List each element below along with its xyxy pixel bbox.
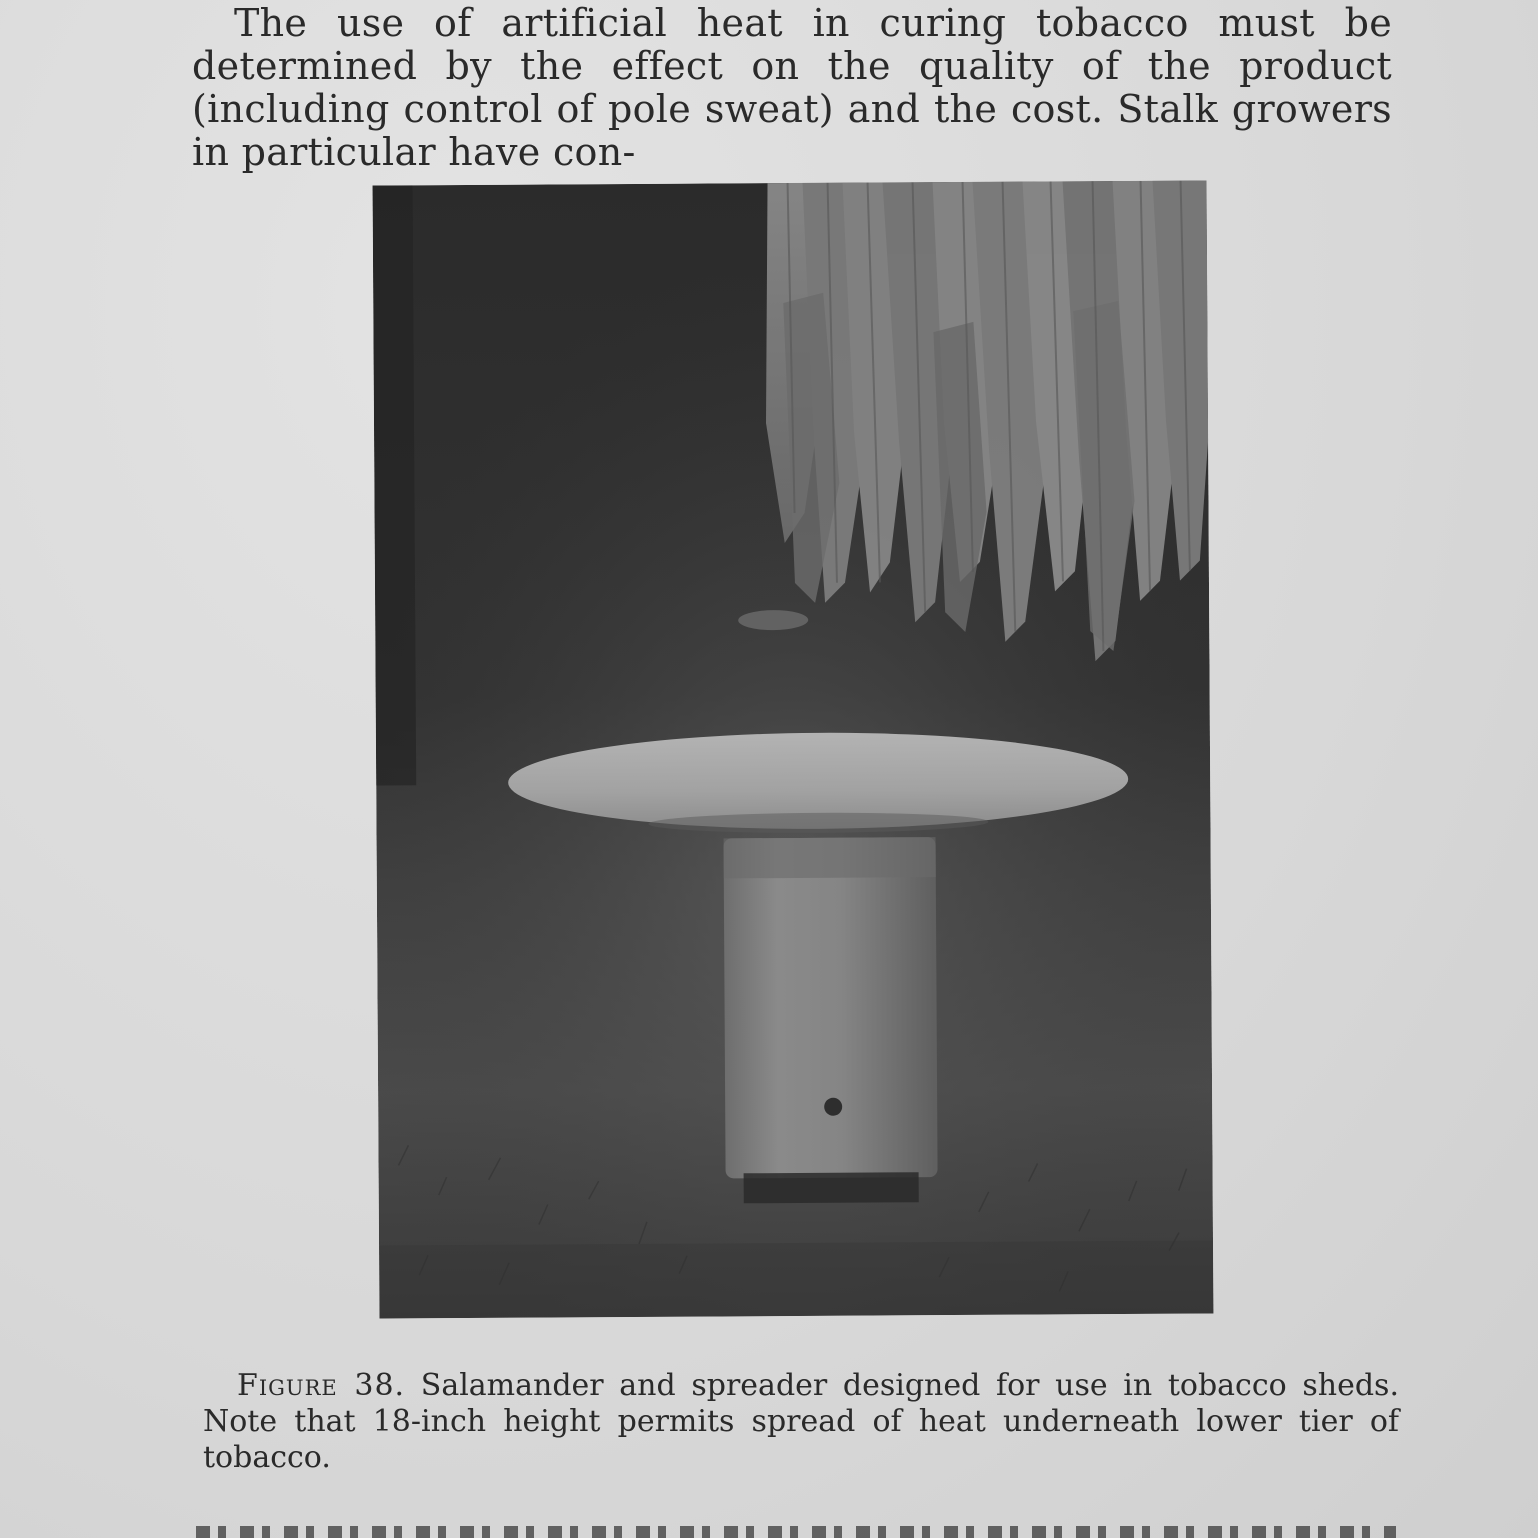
salamander-cylinder: [724, 837, 938, 1178]
salamander-photo: [373, 180, 1214, 1318]
figure-caption: [203, 1368, 1399, 1476]
cutoff-text-line: [196, 1516, 1396, 1538]
figure-label: Figure 38.: [237, 1368, 406, 1403]
figure-caption-text: Salamander and spreader designed for use in tobacco sheds. Note that 18-inch height permits spread of heat underneath lower tier of tobacco.: [203, 1368, 1399, 1475]
body-paragraph-top: The use of artificial heat in curing tobacco must be determined by the effect on the quality of the product (including control of pole sweat) and the cost. Stalk growers in particular have con-: [192, 1, 1392, 174]
figure-photograph: [373, 180, 1214, 1318]
